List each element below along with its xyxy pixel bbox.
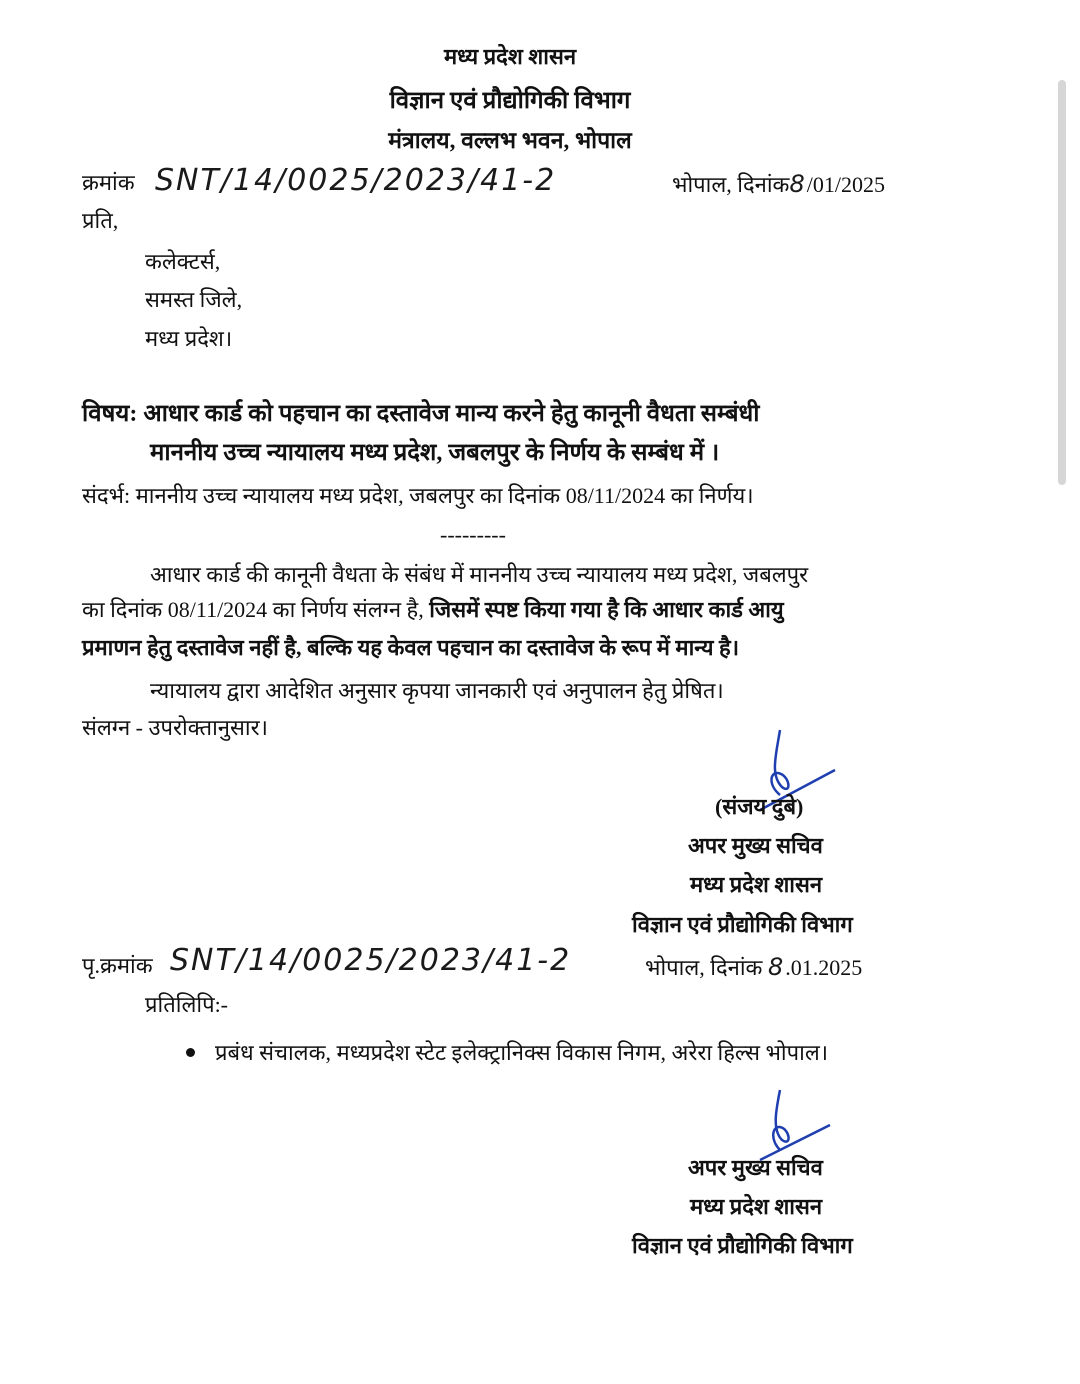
subject-line2: माननीय उच्च न्यायालय मध्य प्रदेश, जबलपुर के निर्णय के सम्बंध में । — [150, 440, 720, 466]
body-text: का दिनांक 08/11/2024 का निर्णय संलग्न है, — [82, 597, 424, 622]
copy-date — [645, 955, 862, 979]
prati: प्रति, — [82, 208, 119, 233]
body-para2: न्यायालय द्वारा आदेशित अनुसार कृपया जानकारी एवं अनुपालन हेतु प्रेषित। — [150, 678, 724, 703]
date-rest: .01.2025 — [785, 955, 863, 980]
signatory-government: मध्य प्रदेश शासन — [690, 872, 823, 897]
copy-ref-number-handwritten: SNT/14/0025/2023/41-2 — [170, 943, 572, 978]
pratilipi: प्रतिलिपि:- — [145, 992, 229, 1017]
date-label: भोपाल, दिनांक — [645, 955, 763, 980]
header-department: विज्ञान एवं प्रौद्योगिकी विभाग — [389, 88, 631, 114]
signatory2-department: विज्ञान एवं प्रौद्योगिकी विभाग — [632, 1233, 853, 1258]
ref-number-handwritten: SNT/14/0025/2023/41-2 — [155, 163, 557, 198]
reference: संदर्भ: माननीय उच्च न्यायालय मध्य प्रदेश, जबलपुर का दिनांक 08/11/2024 का निर्णय। — [82, 483, 754, 508]
enclosure: संलग्न - उपरोक्तानुसार। — [82, 715, 268, 740]
copy-recipient: प्रबंध संचालक, मध्यप्रदेश स्टेट इलेक्ट्रानिक्स विकास निगम, अरेरा हिल्स भोपाल। — [215, 1040, 829, 1065]
date-day-handwritten: 8 — [767, 953, 786, 981]
scrollbar[interactable] — [1058, 80, 1066, 485]
separator: --------- — [440, 522, 506, 547]
body-para1-line1: आधार कार्ड की कानूनी वैधता के संबंध में माननीय उच्च न्यायालय मध्य प्रदेश, जबलपुर — [150, 562, 809, 587]
date-label: भोपाल, दिनांक — [672, 172, 790, 197]
subject-label: विषय: — [82, 401, 138, 427]
ref-label: क्रमांक — [82, 170, 135, 195]
header-address: मंत्रालय, वल्लभ भवन, भोपाल — [388, 128, 632, 153]
addressee-line: समस्त जिले, — [145, 287, 243, 312]
signatory-designation: अपर मुख्य सचिव — [688, 833, 823, 858]
body-text-bold: जिसमें स्पष्ट किया गया है कि आधार कार्ड आयु — [423, 597, 784, 622]
addressee-line: कलेक्टर्स, — [145, 249, 221, 274]
subject-text: आधार कार्ड को पहचान का दस्तावेज मान्य करने हेतु कानूनी वैधता सम्बंधी — [143, 401, 760, 427]
ref-date — [672, 172, 885, 196]
body-para1-line2 — [82, 599, 784, 621]
subject-line1 — [82, 402, 760, 426]
addressee-line: मध्य प्रदेश। — [145, 326, 233, 351]
signatory2-government: मध्य प्रदेश शासन — [690, 1194, 823, 1219]
copy-ref-label: पृ.क्रमांक — [82, 953, 153, 978]
date-rest: /01/2025 — [806, 172, 885, 197]
header-government: मध्य प्रदेश शासन — [443, 44, 577, 69]
body-para1-line3: प्रमाणन हेतु दस्तावेज नहीं है, बल्कि यह केवल पहचान का दस्तावेज के रूप में मान्य है। — [82, 635, 740, 660]
bullet-icon — [186, 1048, 195, 1057]
signature-2 — [750, 1085, 840, 1165]
date-day-handwritten: 8 — [789, 170, 807, 198]
signatory-name: (संजय दुबे) — [715, 794, 804, 819]
signatory-department: विज्ञान एवं प्रौद्योगिकी विभाग — [632, 912, 853, 937]
signatory2-designation: अपर मुख्य सचिव — [688, 1155, 823, 1180]
